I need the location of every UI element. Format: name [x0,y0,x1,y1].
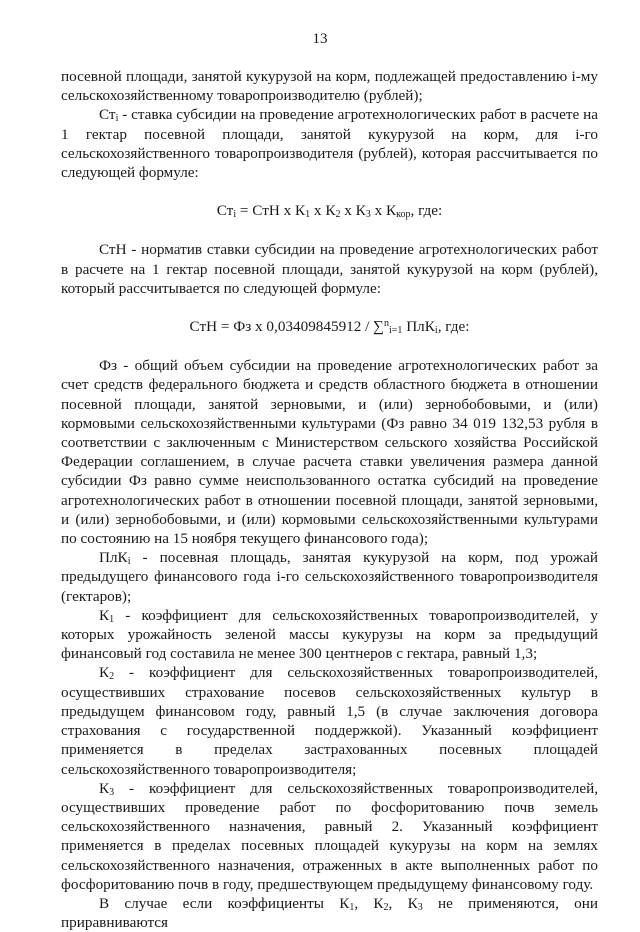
symbol: ПлК [99,549,128,567]
symbol-subscript: i [115,113,119,125]
definition-text: - посевная площадь, занятая кукурузой на корм, под урожай предыдущего финансового года i-го сельскохозяйственного товаропроизводителя (гектаров); [61,549,598,605]
symbol: К [99,606,110,624]
definition-text: - коэффициент для сельскохозяйственных товаропроизводителей, осуществивших проведение работ по фосфоритованию почв земель сельскохозяйственного назначения, равный 2. Указанный коэффициент применяется в пределах посевных площадей кукурузы на корм на землях сельскохозяйственного назначения, отраженных в акте выполненных работ по фосфоритованию почв в году, предшествующем предыдущему финансовому году. [61,779,598,893]
definition-text: - коэффициент для сельскохозяйственных товаропроизводителей, осуществивших страхование посевов сельскохозяйственных культур в предыдущем финансовом году, равный 1,5 (в случае заключения договора страхования с государственной поддержкой). Указанный коэффициент применяется в пределах застрахованных посевных площадей сельскохозяйственного товаропроизводителя; [61,664,598,778]
paragraph-k1-definition [61,606,598,664]
symbol: К [99,664,110,682]
symbol: Ст [99,106,116,124]
paragraph-fz-definition: Фз - общий объем субсидии на проведение агротехнологических работ за счет средств федерального бюджета и средств областного бюджета в отношении посевной площади, занятой зерновыми, и (или) зернобобовыми, и (или) кормовыми сельскохозяйственными культурами (Фз равно 34 019 132,53 рубля в соответствии с заключенным с Министерством сельского хозяйства Российской Федерации соглашением, в случае расчета ставки увеличения размера данной субсидии Фз равно сумме неиспользованного остатка субсидий на проведение агротехнологических работ в отношении посевной площади, занятой зерновыми, и (или) зернобобовыми, и (или) кормовыми сельскохозяйственными культурами по состоянию на 15 ноября текущего финансового года); [61,357,598,548]
symbol-subscript: 3 [109,786,115,798]
definition-text: - коэффициент для сельскохозяйственных товаропроизводителей, у которых урожайность зеленой массы кукурузы на корм за предыдущий финансовый год составила не менее 300 центнеров с гектара, равный 1,3; [61,606,598,663]
symbol-subscript: 2 [109,671,115,683]
paragraph-plk-definition [61,548,598,606]
paragraph-k2-definition [61,663,598,778]
formula-st: $Ст_i$ = СтН x $К_1$ x $К_2$ x $К_3$ x $К_{кор}$, где: [216,202,443,221]
symbol: К [99,779,110,797]
document-body [61,67,598,932]
symbol-subscript: 1 [109,613,115,625]
formula-stn: СтН = Фз x 0,03409845912 / ∑$^n_{i=1}$ ПлК$_i$, где: [189,318,470,337]
paragraph-k3-definition [61,779,598,894]
paragraph-continuation: посевной площади, занятой кукурузой на корм, подлежащей предоставлению i-му сельскохозяйственному товаропроизводителю (рублей); [61,68,598,105]
symbol-subscript: i [127,556,131,568]
page-number: 13 [312,31,328,47]
definition-text: - ставка субсидии на проведение агротехнологических работ в расчете на 1 гектар посевной площади, занятой кукурузой на корм, для i-го сельскохозяйственного товаропроизводителя (рублей), которая рассчитывается по следующей формуле: [61,106,598,182]
paragraph-st-definition [61,105,598,182]
paragraph-coefficients-default: В случае если коэффициенты $К_1$, $К_2$, $К_3$ не применяются, они приравниваются [61,894,598,932]
paragraph-stn-definition: СтН - норматив ставки субсидии на проведение агротехнологических работ в расчете на 1 гектар посевной площади, занятой кукурузой на корм (рублей), который рассчитывается по следующей формуле: [61,241,598,297]
